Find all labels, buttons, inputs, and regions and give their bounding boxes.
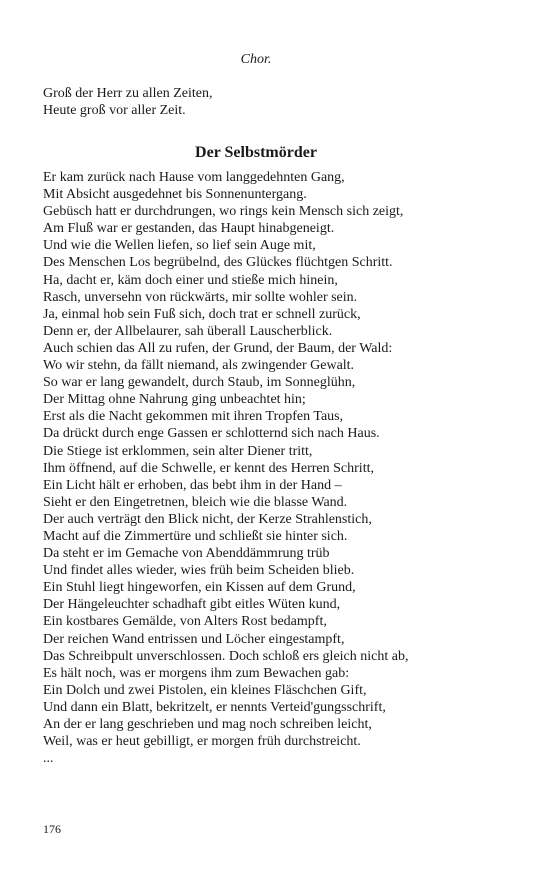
poem-line: So war er lang gewandelt, durch Staub, im Sonneglühn, xyxy=(43,375,356,391)
poem-body xyxy=(43,169,513,767)
poem-line: An der er lang geschrieben und mag noch schreiben leicht, xyxy=(43,717,372,732)
poem-line: Erst als die Nacht gekommen mit ihren Tropfen Taus, xyxy=(43,409,344,425)
poem-line: Die Stiege ist erklommen, sein alter Diener tritt, xyxy=(43,443,313,459)
poem-line: Da steht er im Gemache von Abenddämmrung trüb xyxy=(43,546,330,562)
poem-line: Ein Stuhl liegt hingeworfen, ein Kissen auf dem Grund, xyxy=(43,580,356,596)
poem-line: Und wie die Wellen liefen, so lief sein Auge mit, xyxy=(43,238,316,254)
poem-line: Ein kostbares Gemälde, von Alters Rost bedampft, xyxy=(43,614,327,630)
poem-line: Der reichen Wand entrissen und Löcher eingestampft, xyxy=(43,631,345,647)
poem-line: Denn er, der Allbelaurer, sah überall Lauscherblick. xyxy=(43,323,333,339)
poem-line: Mit Absicht ausgedehnet bis Sonnenuntergang. xyxy=(43,187,307,203)
chorus-heading: Chor. xyxy=(240,52,272,67)
poem-line: Der auch verträgt den Blick nicht, der Kerze Strahlenstich, xyxy=(43,511,372,527)
chorus-line: Heute groß vor aller Zeit. xyxy=(43,103,186,118)
poem-line: Er kam zurück nach Hause vom langgedehnten Gang, xyxy=(43,170,345,185)
poem-line: Ha, dacht er, käm doch einer und stieße mich hinein, xyxy=(43,272,338,288)
poem-line: Wo wir stehn, da fällt niemand, als zwingender Gewalt. xyxy=(43,358,355,374)
poem-line: Es hält noch, was er morgens ihm zum Bewachen gab: xyxy=(43,665,350,681)
poem-line: Am Fluß war er gestanden, das Haupt hinabgeneigt. xyxy=(43,221,335,237)
poem-line: Und findet alles wieder, wies früh beim Scheiden blieb. xyxy=(43,563,355,579)
poem-line: Ein Licht hält er erhoben, das bebt ihm in der Hand – xyxy=(43,477,342,493)
poem-line: Ein Dolch und zwei Pistolen, ein kleines Fläschchen Gift, xyxy=(43,682,367,698)
chorus-verse xyxy=(43,85,513,119)
poem-line: Macht auf die Zimmertüre und schließt sie hinter sich. xyxy=(43,528,348,544)
poem-ellipsis: ... xyxy=(43,751,54,767)
poem-line: Da drückt durch enge Gassen er schlotternd sich nach Haus. xyxy=(43,426,380,442)
poem-line: Sieht er den Eingetretnen, bleich wie die blasse Wand. xyxy=(43,494,348,510)
poem-line: Des Menschen Los begrübelnd, des Glückes flüchtgen Schritt. xyxy=(43,255,393,271)
poem-line: Der Hängeleuchter schadhaft gibt eitles Wüten kund, xyxy=(43,597,341,613)
poem-line: Ja, einmal hob sein Fuß sich, doch trat er schnell zurück, xyxy=(43,306,361,322)
poem-line: Rasch, unversehn von rückwärts, mir sollte wohler sein. xyxy=(43,289,358,305)
poem-line: Der Mittag ohne Nahrung ging unbeachtet hin; xyxy=(43,392,306,408)
poem-title: Der Selbstmörder xyxy=(195,144,317,161)
poem-line: Das Schreibpult unverschlossen. Doch schloß ers gleich nicht ab, xyxy=(43,648,409,664)
poem-line: Auch schien das All zu rufen, der Grund, der Baum, der Wald: xyxy=(43,340,393,356)
chorus-line: Groß der Herr zu allen Zeiten, xyxy=(43,86,213,101)
page-number: 176 xyxy=(43,822,61,836)
poem-line: Weil, was er heut gebilligt, er morgen früh durchstreicht. xyxy=(43,734,361,750)
poem-line: Gebüsch hatt er durchdrungen, wo rings kein Mensch sich zeigt, xyxy=(43,204,404,220)
poem-line: Ihm öffnend, auf die Schwelle, er kennt des Herren Schritt, xyxy=(43,460,374,476)
poem-line: Und dann ein Blatt, bekritzelt, er nennts Verteid'gungsschrift, xyxy=(43,699,386,715)
